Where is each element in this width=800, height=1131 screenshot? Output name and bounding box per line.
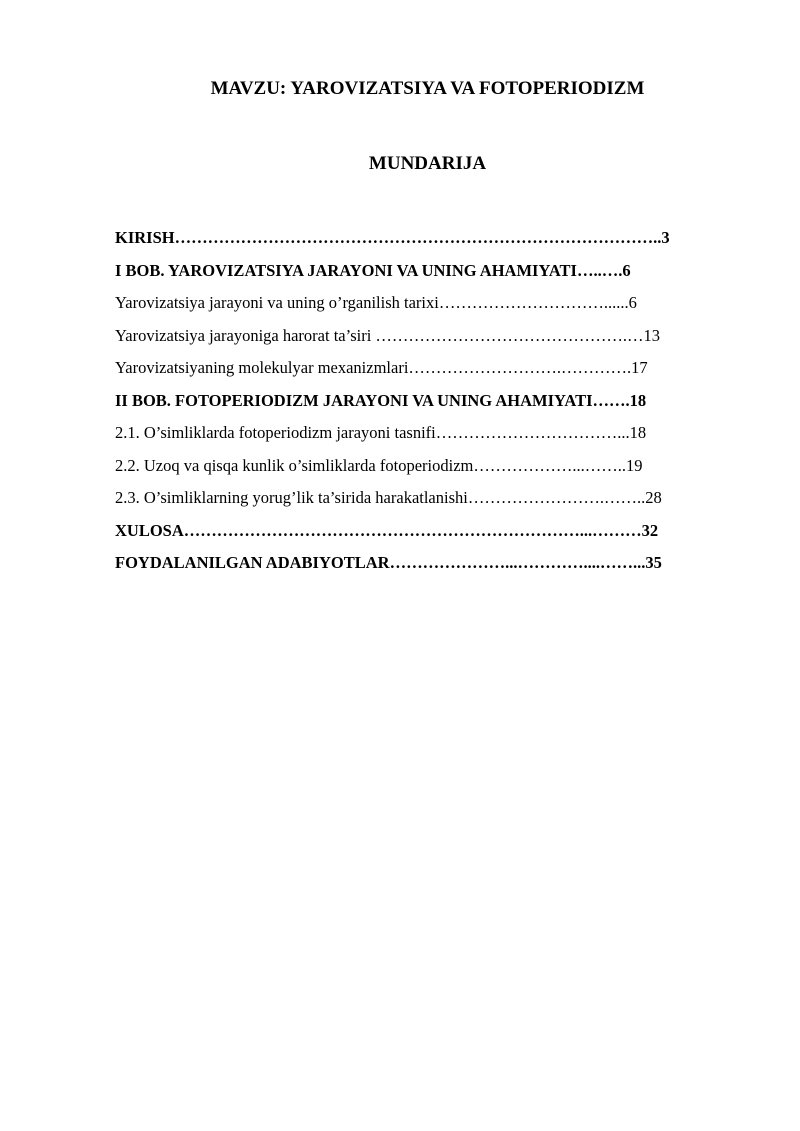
toc-heading: MUNDARIJA [368,153,487,174]
table-of-contents [115,226,755,584]
toc-entry-xulosa: XULOSA………………………………………………………………...………32 [115,520,659,540]
toc-entry-chapter-1: I BOB. YAROVIZATSIYA JARAYONI VA UNING AHAMIYATI…..….6 [115,260,631,280]
document-title: MAVZU: YAROVIZATSIYA VA FOTOPERIODIZM [210,78,645,99]
toc-entry-references: FOYDALANILGAN ADABIYOTLAR…………………...…………....……...35 [115,553,662,572]
toc-entry-section: Yarovizatsiya jarayoni va uning o’rganilish tarixi…………………………......6 [115,293,637,312]
toc-entry-section: Yarovizatsiyaning molekulyar mexanizmlari……………………….………….17 [115,358,648,377]
toc-entry-section: 2.1. O’simliklarda fotoperiodizm jarayoni tasnifi……………………………...18 [115,423,647,442]
toc-entry-section: 2.2. Uzoq va qisqa kunlik o’simliklarda fotoperiodizm………………...……..19 [115,455,643,475]
toc-entry-section: 2.3. O’simliklarning yorug’lik ta’sirida harakatlanishi…………………….……..28 [115,488,662,507]
toc-entry-kirish: KIRISH……………………………………………………………………………..3 [115,228,670,247]
toc-entry-chapter-2: II BOB. FOTOPERIODIZM JARAYONI VA UNING AHAMIYATI…….18 [115,390,647,410]
toc-entry-section: Yarovizatsiya jarayoniga harorat ta’siri ……………………………………….…13 [115,325,661,345]
